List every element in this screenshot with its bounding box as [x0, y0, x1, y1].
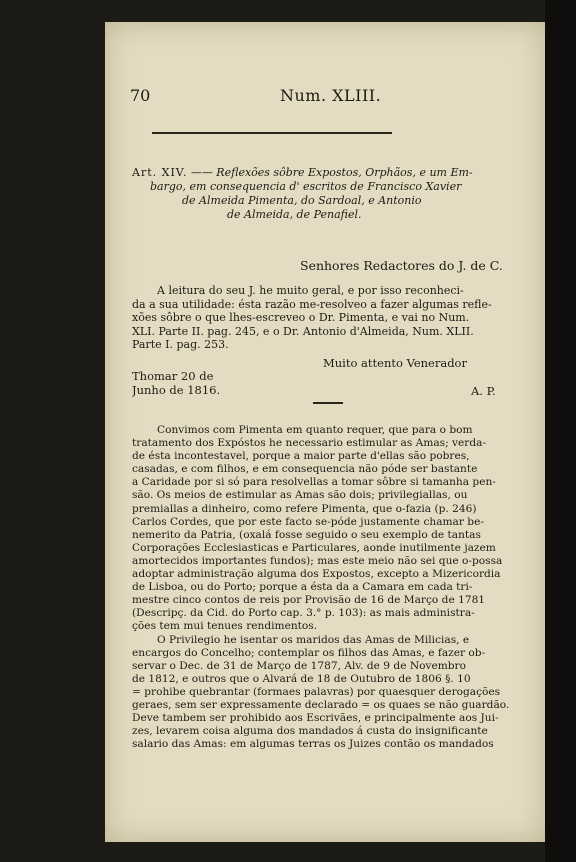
text-line: mestre cinco contos de reis por Provisão de 16 de Março de 1781 [132, 594, 486, 607]
letter-place-date [132, 369, 220, 397]
text-line: de ésta incontestavel, porque a maior parte d'ellas são pobres, [132, 450, 470, 463]
letter-initials: A. P. [471, 384, 496, 398]
article-title-line: de Almeida Pimenta, do Sardoal, e Antonio [182, 194, 422, 207]
text-line: encargos do Concelho; contemplar os filhos das Amas, e fazer ob- [132, 646, 486, 659]
text-line: de 1812, e outros que o Alvará de 18 de Outubro de 1806 §. 10 [132, 672, 471, 685]
date-line: Junho de 1816. [132, 383, 221, 397]
letter-body [132, 284, 524, 352]
text-line: Corporações Ecclesiasticas e Particulares, aonde inutilmente jazem [132, 541, 496, 554]
text-line: salario das Amas: em algumas terras os Juizes contão os mandados [132, 738, 494, 751]
text-line: de Lisboa, ou do Porto; porque a ésta da a Camara em cada tri- [132, 581, 473, 594]
text-line: a Caridade por si só para resolvellas a tomar sôbre si tamanha pen- [132, 476, 496, 489]
page-number: 70 [130, 86, 151, 105]
page-gutter-shadow [545, 0, 576, 862]
text-line: servar o Dec. de 31 de Março de 1787, Alv. de 9 de Novembro [132, 659, 466, 672]
article-label: Art. XIV. [132, 166, 188, 179]
book-page [105, 22, 545, 842]
text-line: da a sua utilidade: ésta razão me-resolveo a fazer algumas refle- [132, 297, 492, 311]
letter-sign-off: Muito attento Venerador [323, 356, 467, 370]
article-title-line: —— Reflexões sôbre Expostos, Orphãos, e um Em- [190, 166, 473, 179]
article-heading [132, 166, 522, 222]
text-line: Carlos Cordes, que por este facto se-póde justamente chamar be- [132, 515, 484, 528]
text-line: tratamento dos Expóstos he necessario estimular as Amas; verda- [132, 437, 487, 450]
text-line: Convimos com Pimenta em quanto requer, que para o bom [157, 424, 473, 436]
text-line: premiallas a dinheiro, como refere Pimenta, que o-fazia (p. 246) [132, 502, 477, 515]
issue-number: Num. XLIII. [280, 86, 382, 105]
text-line: casadas, e com filhos, e em consequencia não póde ser bastante [132, 463, 478, 476]
page-header [130, 86, 530, 110]
text-line: zes, levarem coisa alguma dos mandados á custa do insignificante [132, 725, 488, 738]
text-line: amortecidos importantes fundos); mas este meio não sei que o-possa [132, 554, 503, 567]
section-rule [313, 402, 343, 404]
text-line: nemerito da Patria, (oxalá fosse seguido o seu exemplo de tantas [132, 528, 481, 541]
place-line: Thomar 20 de [132, 369, 214, 383]
letter-salutation: Senhores Redactores do J. de C. [300, 258, 503, 273]
article-body [132, 424, 526, 751]
text-line: Deve tambem ser prohibido aos Escrivães, e principalmente aos Jui- [132, 712, 499, 725]
text-line: geraes, sem ser expressamente declarado = os quaes se não guardão. [132, 698, 510, 711]
text-line: são. Os meios de estimular as Amas são dois; privilegiallas, ou [132, 489, 468, 502]
text-line: ções tem mui tenues rendimentos. [132, 620, 318, 633]
text-line: Parte I. pag. 253. [132, 338, 229, 352]
article-title-line: bargo, em consequencia d' escritos de Francisco Xavier [150, 180, 462, 193]
text-line: xões sôbre o que lhes-escreveo o Dr. Pimenta, e vai no Num. [132, 311, 470, 325]
article-title-line: de Almeida, de Penafiel. [227, 208, 362, 221]
text-line: XLI. Parte II. pag. 245, e o Dr. Antonio d'Almeida, Num. XLII. [132, 324, 474, 338]
text-line: = prohibe quebrantar (formaes palavras) por quaesquer derogações [132, 685, 501, 698]
text-line: (Descripç. da Cid. do Porto cap. 3.° p. 103): as mais administra- [132, 607, 475, 620]
text-line: O Privilegio he isentar os maridos das Amas de Milicias, e [157, 633, 470, 646]
text-line: A leitura do seu J. he muito geral, e por isso reconheci- [157, 284, 464, 297]
text-line: adoptar administração alguma dos Expostos, excepto a Mizericordia [132, 568, 501, 581]
header-rule [152, 132, 392, 134]
